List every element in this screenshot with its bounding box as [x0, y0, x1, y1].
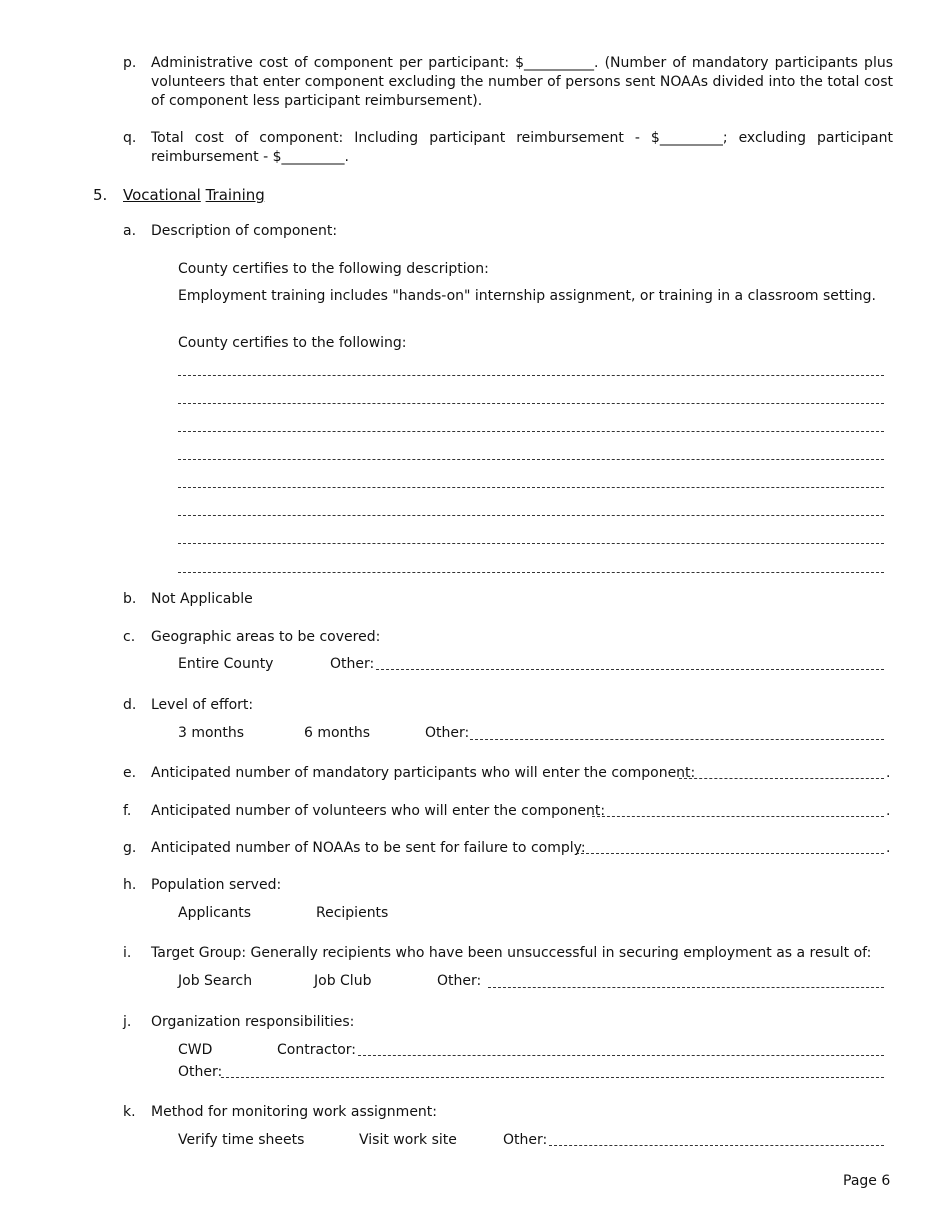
item-b-text: Not Applicable [151, 591, 253, 607]
item-e-text: Anticipated number of mandatory participants who will enter the component: [151, 765, 696, 781]
component-description: Employment training includes "hands-on" internship assignment, or training in a classroom setting. [178, 288, 876, 304]
item-d-text: Level of effort: [151, 697, 254, 713]
item-g-period: . [886, 840, 891, 856]
population-option-applicants[interactable]: Applicants [178, 905, 252, 921]
item-f-period: . [886, 803, 891, 819]
certify-line-6[interactable] [178, 515, 884, 516]
certify-line-2[interactable] [178, 403, 884, 404]
item-f-text: Anticipated number of volunteers who will enter the component: [151, 803, 606, 819]
org-option-cwd[interactable]: CWD [178, 1042, 213, 1058]
item-p-text: Administrative cost of component per participant: $__________. (Number of mandatory participants plus volunteers that enter component excluding the number of persons sent NOAAs divided into the total cost of component less participant reimbursement). [151, 55, 893, 109]
monitor-other-field[interactable] [549, 1145, 884, 1146]
page-number: Page 6 [843, 1173, 891, 1189]
noaas-field[interactable] [576, 853, 884, 854]
item-q-label: q. [123, 130, 137, 146]
item-e-period: . [886, 765, 891, 781]
item-q-text: Total cost of component: Including participant reimbursement - $_________; excluding participant reimbursement - $_________. [151, 130, 893, 165]
volunteers-field[interactable] [592, 816, 884, 817]
org-other-label: Other: [178, 1064, 223, 1080]
monitor-option-verify-time-sheets[interactable]: Verify time sheets [178, 1132, 305, 1148]
item-p-label: p. [123, 55, 137, 71]
certify-line-4[interactable] [178, 459, 884, 460]
monitor-option-visit-work-site[interactable]: Visit work site [359, 1132, 457, 1148]
effort-other-label: Other: [425, 725, 470, 741]
item-j-text: Organization responsibilities: [151, 1014, 355, 1030]
item-h-label: h. [123, 877, 137, 893]
geo-other-field[interactable] [376, 669, 884, 670]
population-option-recipients[interactable]: Recipients [316, 905, 389, 921]
item-i-text: Target Group: Generally recipients who have been unsuccessful in securing employment as a result of: [151, 945, 872, 961]
certify-line-8[interactable] [178, 572, 884, 573]
certify-line-5[interactable] [178, 487, 884, 488]
certify-line-3[interactable] [178, 431, 884, 432]
item-c-label: c. [123, 629, 136, 645]
certify-following: County certifies to the following: [178, 335, 407, 351]
monitor-other-label: Other: [503, 1132, 548, 1148]
item-i-label: i. [123, 945, 132, 961]
org-other-field[interactable] [221, 1077, 884, 1078]
section-title [123, 186, 265, 204]
target-other-label: Other: [437, 973, 482, 989]
section-title-word1: Vocational [123, 186, 201, 204]
effort-option-6-months[interactable]: 6 months [304, 725, 371, 741]
effort-option-3-months[interactable]: 3 months [178, 725, 245, 741]
mandatory-participants-field[interactable] [679, 778, 884, 779]
target-other-field[interactable] [488, 987, 884, 988]
org-contractor-label: Contractor: [277, 1042, 357, 1058]
item-h-text: Population served: [151, 877, 282, 893]
item-k-text: Method for monitoring work assignment: [151, 1104, 438, 1120]
item-a-label: a. [123, 223, 137, 239]
certify-line-1[interactable] [178, 375, 884, 376]
item-g-text: Anticipated number of NOAAs to be sent for failure to comply: [151, 840, 586, 856]
org-contractor-field[interactable] [358, 1055, 884, 1056]
item-k-label: k. [123, 1104, 136, 1120]
certify-line-7[interactable] [178, 543, 884, 544]
section-number: 5. [93, 186, 108, 204]
item-b-label: b. [123, 591, 137, 607]
section-title-word2: Training [205, 186, 265, 204]
item-j-label: j. [123, 1014, 132, 1030]
certify-description: County certifies to the following description: [178, 261, 489, 277]
target-option-job-search[interactable]: Job Search [178, 973, 253, 989]
item-g-label: g. [123, 840, 137, 856]
target-option-job-club[interactable]: Job Club [314, 973, 372, 989]
item-e-label: e. [123, 765, 137, 781]
item-d-label: d. [123, 697, 137, 713]
item-c-text: Geographic areas to be covered: [151, 629, 381, 645]
geo-option-entire-county[interactable]: Entire County [178, 656, 274, 672]
effort-other-field[interactable] [470, 739, 884, 740]
item-a-text: Description of component: [151, 223, 338, 239]
geo-other-label: Other: [330, 656, 375, 672]
item-f-label: f. [123, 803, 132, 819]
